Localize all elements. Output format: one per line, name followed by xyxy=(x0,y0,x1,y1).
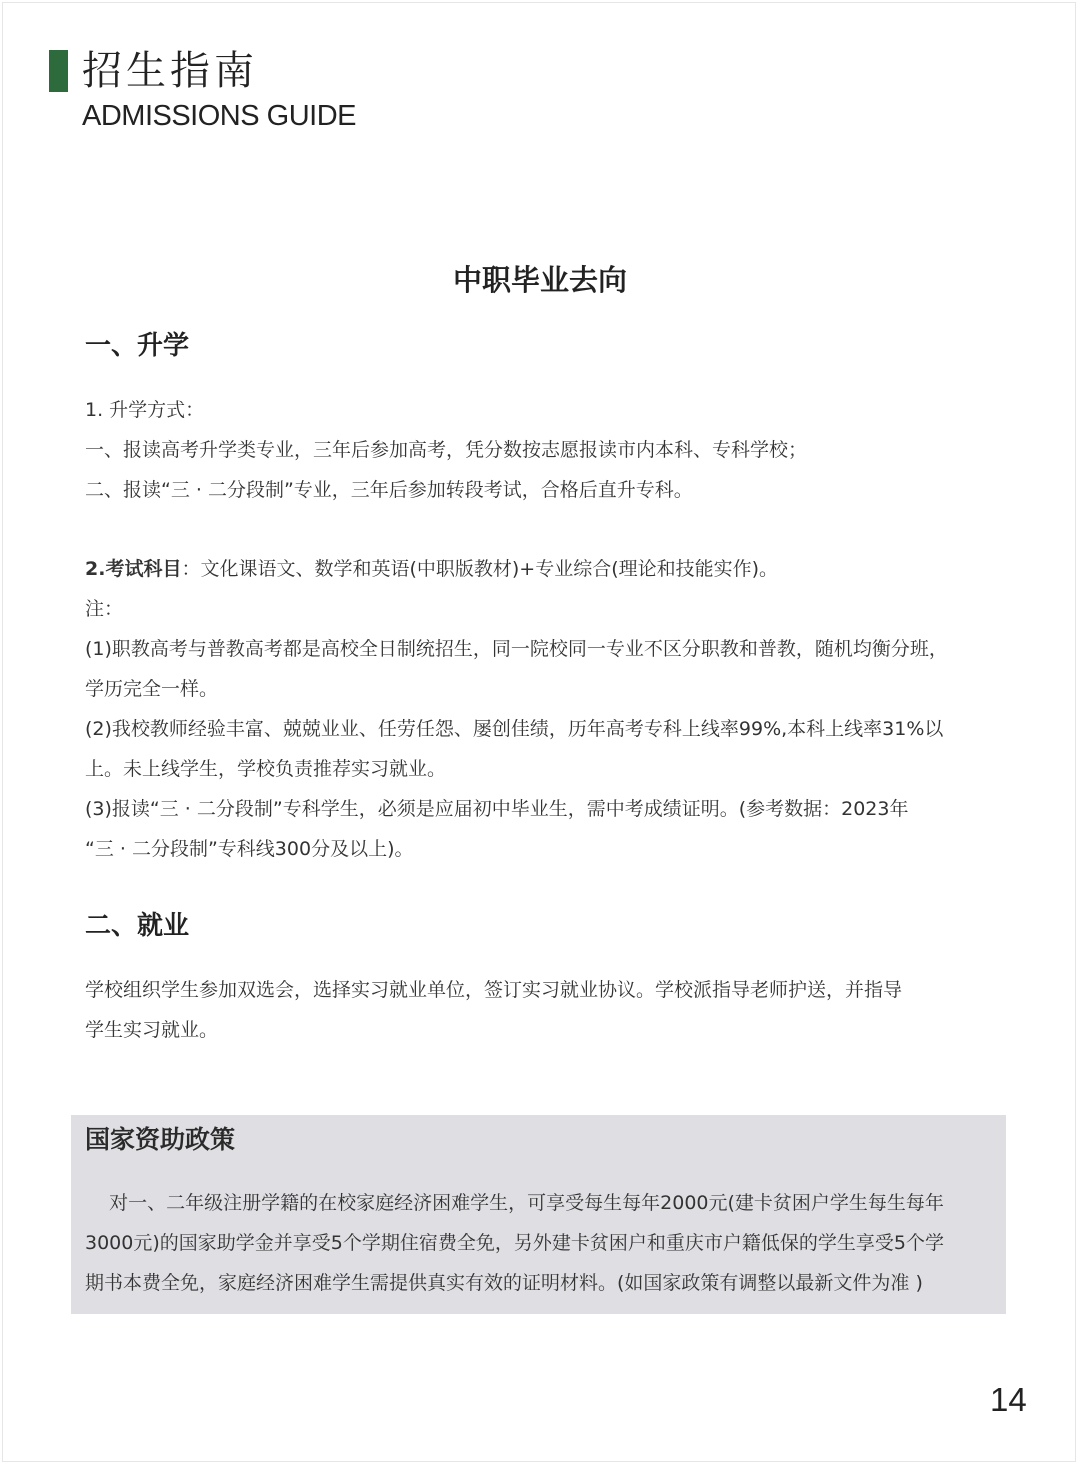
section-heading-further-study: 一、升学 xyxy=(85,331,190,361)
method-line-2: 二、报读“三 · 二分段制”专业，三年后参加转段考试，合格后直升专科。 xyxy=(85,479,693,501)
note-line-5: (3)报读“三 · 二分段制”专科学生，必须是应届初中毕业生，需中考成绩证明。(参考数据：2023年 xyxy=(85,798,909,820)
policy-line-2: 3000元)的国家助学金并享受5个学期住宿费全免，另外建卡贫困户和重庆市户籍低保的学生享受5个学 xyxy=(85,1232,944,1254)
method-label: 1. 升学方式： xyxy=(85,399,205,421)
note-line-4: 上。未上线学生，学校负责推荐实习就业。 xyxy=(85,758,447,780)
exam-label: 2.考试科目 xyxy=(85,558,182,580)
header-title: 招生指南 xyxy=(82,48,258,94)
note-line-6: “三 · 二分段制”专科线300分及以上)。 xyxy=(85,838,414,860)
policy-line-1: 对一、二年级注册学籍的在校家庭经济困难学生，可享受每生每年2000元(建卡贫困户学生每生每年 xyxy=(85,1192,944,1214)
section-heading-employment: 二、就业 xyxy=(85,911,190,941)
policy-line-3: 期书本费全免，家庭经济困难学生需提供真实有效的证明材料。(如国家政策有调整以最新文件为准 ) xyxy=(85,1272,923,1294)
page-number: 14 xyxy=(990,1381,1027,1418)
employment-line-2: 学生实习就业。 xyxy=(85,1019,219,1041)
page-title: 中职毕业去向 xyxy=(452,263,627,297)
note-line-2: 学历完全一样。 xyxy=(85,678,219,700)
note-line-3: (2)我校教师经验丰富、兢兢业业、任劳任怨、屡创佳绩，历年高考专科上线率99%,本科上线率31%以 xyxy=(85,718,944,740)
header-subtitle: ADMISSIONS GUIDE xyxy=(82,100,356,132)
exam-text: ：文化课语文、数学和英语(中职版教材)+专业综合(理论和技能实作)。 xyxy=(181,558,779,580)
note-line-1: (1)职教高考与普教高考都是高校全日制统招生，同一院校同一专业不区分职教和普教，随机均衡分班， xyxy=(85,638,948,660)
policy-title: 国家资助政策 xyxy=(85,1125,236,1154)
method-line-1: 一、报读高考升学类专业，三年后参加高考，凭分数按志愿报读市内本科、专科学校； xyxy=(85,439,808,461)
employment-line-1: 学校组织学生参加双选会，选择实习就业单位，签订实习就业协议。学校派指导老师护送，并指导 xyxy=(85,979,903,1001)
note-label: 注： xyxy=(85,598,124,620)
exam-subjects-line xyxy=(85,554,778,584)
header-accent-bar xyxy=(49,50,68,92)
